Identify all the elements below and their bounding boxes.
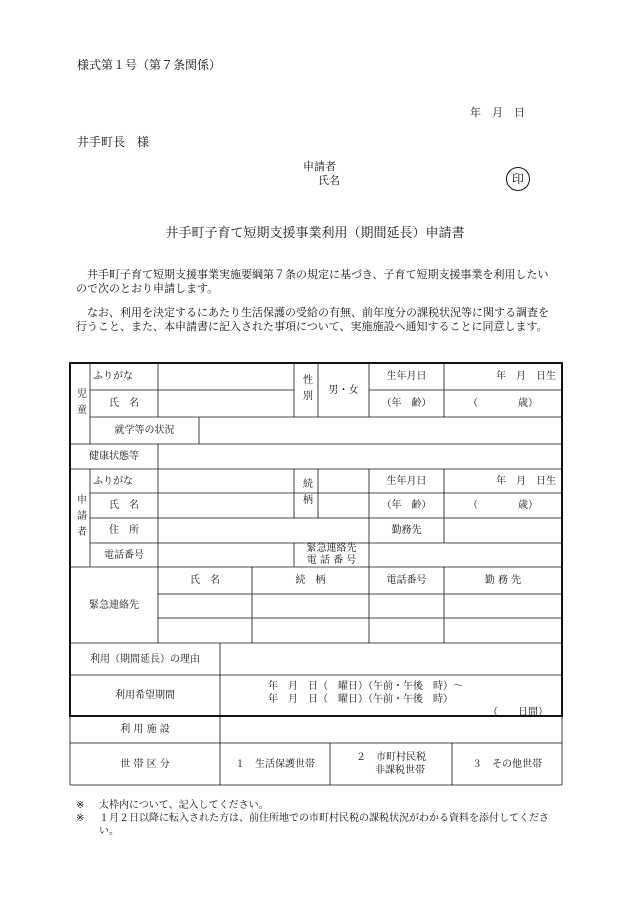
emergency-phone-label [294,543,369,567]
applicant-relationship-field[interactable] [318,469,369,518]
note-2 [76,812,556,838]
application-date: 年 月 日 [470,106,525,119]
emergency-phone-label-line2: 電 話 番 号 [306,555,357,566]
emergency-contact-label: 緊急連絡先 [89,599,139,611]
applicant-birthdate-label: 生年月日 [386,475,427,487]
note-1-text: 太枠内について、記入してください。 [99,800,269,811]
consent-paragraph: なお、利用を決定するにあたり生活保護の受給の有無、前年度分の課税状況等に関する調査を行うこと、また、本申請書に記入された事項について、実施施設へ通知することに同意します。 [76,306,549,333]
facility-label: 利 用 施 設 [120,724,170,735]
child-birthdate-label: 生年月日 [386,371,427,382]
child-birthdate-field[interactable]: 年 月 日生 [496,371,556,382]
period-start[interactable]: 年 月 日（ 曜日）（午前・午後 時）～ [268,681,463,692]
period-days[interactable]: （ 日間） [488,707,548,718]
child-furigana-field[interactable] [158,363,294,390]
applicant-name-label: 氏 名 [109,500,139,511]
emergency-phone-field[interactable] [369,543,562,567]
applicant-age-label: （年 齢） [381,500,432,511]
health-field[interactable] [158,444,562,469]
household-option-tax-exempt[interactable] [330,743,452,785]
applicant-address-label: 住 所 [109,525,139,536]
applicant-section-label: 申請者 [74,494,86,542]
applicant-phone-label: 電話番号 [104,549,144,561]
emergency-phone-label-line1: 緊急連絡先 [306,543,357,554]
household-option-tax-exempt-line2: 非課税世帯 [375,765,425,776]
child-section-label: 児童 [74,387,86,420]
note-1-mark: ※ [76,800,85,811]
household-label: 世 帯 区 分 [120,758,170,770]
household-option-welfare[interactable]: １ 生活保護世帯 [235,758,315,770]
applicant-name-field[interactable] [158,493,294,518]
seal-mark: 印 [506,167,530,191]
schooling-field[interactable] [199,417,562,444]
intro-paragraph: 井手町子育て短期支援事業実施要綱第７条の規定に基づき、子育て短期支援事業を利用したいので次のとおり申請します。 [76,268,549,295]
note-2-text: １月２日以降に転入された方は、前住所地での市町村民税の課税状況がわかる資料を添付してください。 [99,813,549,837]
note-2-mark: ※ [76,813,85,824]
applicant-workplace-field[interactable] [444,518,562,543]
child-sex-label: 性別 [300,374,312,406]
applicant-label: 申請者 [303,160,336,173]
applicant-age-field[interactable]: （ 歳） [468,500,538,511]
facility-field[interactable] [220,716,562,743]
child-sex-options[interactable]: 男・女 [328,384,359,396]
applicant-furigana-label: ふりがな [93,475,133,487]
applicant-relationship-label: 続柄 [300,477,312,510]
emergency-col-phone: 電話番号 [386,575,427,586]
emergency-col-relationship: 続 柄 [295,575,326,586]
emergency-col-name: 氏 名 [190,575,220,586]
household-option-tax-exempt-line1: ２ 市町村民税 [356,752,426,763]
reason-field[interactable] [220,643,562,675]
child-name-label: 氏 名 [109,398,139,409]
form-title: 井手町子育て短期支援事業利用（期間延長）申請書 [165,226,465,241]
form-number: 様式第１号（第７条関係） [77,58,222,72]
applicant-name-label: 氏名 [318,174,340,187]
child-age-label: （年 齢） [381,398,432,409]
health-label: 健康状態等 [89,451,139,462]
period-label: 利用希望期間 [115,690,175,701]
child-name-field[interactable] [158,390,294,417]
household-option-other[interactable]: ３ その他世帯 [472,758,542,770]
applicant-birthdate-field[interactable]: 年 月 日生 [496,475,556,487]
applicant-address-field[interactable] [158,518,369,543]
schooling-label: 就学等の状況 [114,425,175,436]
emergency-col-workplace: 勤 務 先 [484,575,522,586]
note-1 [76,799,556,812]
addressee: 井手町長 様 [77,135,150,149]
period-end[interactable]: 年 月 日（ 曜日）（午前・午後 時） [268,694,453,705]
reason-label: 利用（期間延長）の理由 [90,653,200,665]
applicant-workplace-label: 勤務先 [391,525,422,536]
applicant-phone-field[interactable] [158,543,294,567]
child-age-field[interactable]: （ 歳） [468,398,538,409]
child-furigana-label: ふりがな [93,371,133,382]
applicant-furigana-field[interactable] [158,469,294,493]
